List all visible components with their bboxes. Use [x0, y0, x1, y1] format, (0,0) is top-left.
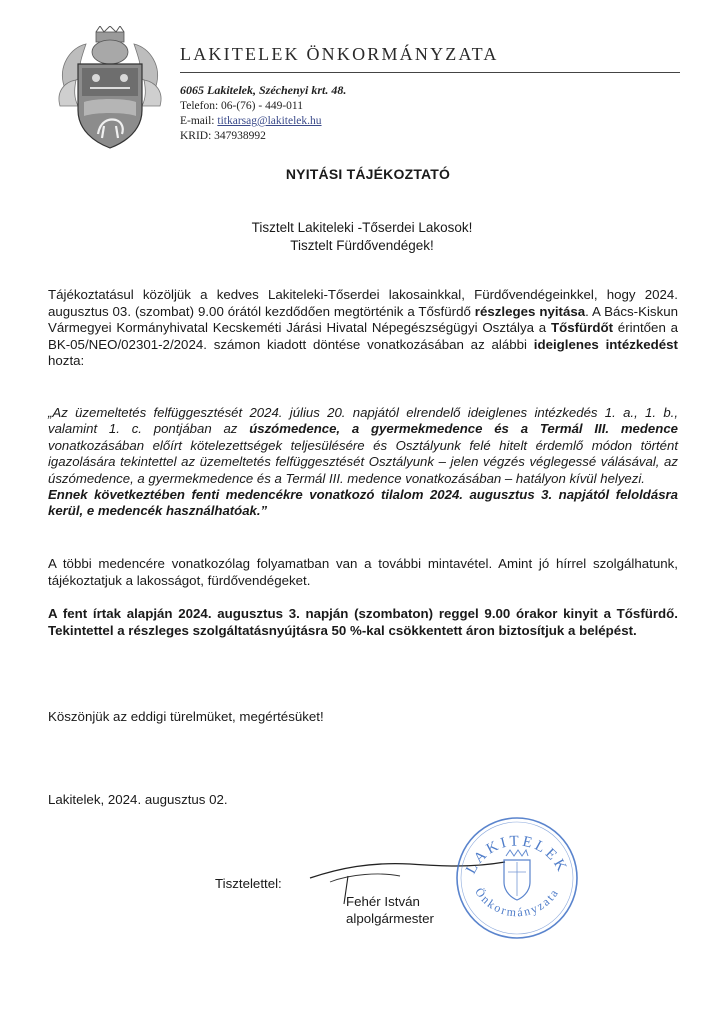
quote-text-2: vonatkozásában előírt kötelezettségek teljesülésére és Osztályunk felé hitelt érdemlő módon történt igazolására tekintettel az üzemeltetés felfüggesztését Osztályunk – jelen végzés véglegessé válásával, az úszómedence, a gyermekmedence és a Termál III. medence vonatkozásában – hatályon kívül helyezi. — [48, 437, 678, 486]
greeting-line-1: Tisztelt Lakiteleki -Tőserdei Lakosok! — [251, 220, 473, 235]
stamp-top-text: LAKITELEK — [463, 833, 571, 877]
signer-name: Fehér István — [346, 894, 420, 909]
email-link[interactable]: titkarsag@lakitelek.hu — [217, 115, 322, 127]
intro-text-2: . A Bács-Kiskun Vármegyei Kormányhivatal Kecskeméti Járási Hivatal Népegészségügyi Osztálya a — [48, 303, 679, 335]
quote-text-1: „Az üzemeltetés felfüggesztését 2024. július 20. napjától elrendelő ideiglenes intézkedés 1. a., 1. b., valamint 1. c. pontjában az — [48, 405, 678, 437]
letterhead-contact — [180, 83, 346, 144]
signer-title: alpolgármester — [346, 911, 434, 926]
coat-of-arms-icon — [56, 26, 164, 152]
quote-bold-2: Ennek következtében fenti medencékre vonatkozó tilalom 2024. augusztus 3. napjától feloldásra kerül, e medencék használhatóak.” — [48, 487, 678, 519]
signer-block — [346, 893, 434, 927]
official-stamp-icon — [452, 812, 582, 942]
phone: Telefon: 06-(76) - 449-011 — [180, 100, 303, 112]
document-title: NYITÁSI TÁJÉKOZTATÓ — [285, 166, 451, 182]
organization-name: LAKITELEK ÖNKORMÁNYZATA — [180, 44, 499, 64]
stamp-bottom-text: Önkormányzata — [472, 885, 562, 920]
intro-text-3: érintően a BK-05/NEO/02301-2/2024. számon kiadott döntése vonatkozásában az alábbi — [48, 320, 679, 352]
intro-bold-3: ideiglenes intézkedést — [533, 336, 678, 352]
greeting-line-2: Tisztelt Fürdővendégek! — [290, 238, 434, 253]
document-date: Lakitelek, 2024. augusztus 02. — [48, 792, 228, 807]
address: 6065 Lakitelek, Széchenyi krt. 48. — [180, 83, 347, 97]
sampling-paragraph: A többi medencére vonatkozólag folyamatban van a további mintavétel. Amint jó hírrel szolgálhatunk, tájékoztatjuk a lakosságot, fürdővendégeket. — [48, 556, 678, 588]
letterhead-divider — [180, 72, 680, 73]
greeting — [0, 219, 724, 255]
intro-bold-2: Tősfürdőt — [550, 320, 614, 335]
opening-paragraph: A fent írtak alapján 2024. augusztus 3. napján (szombaton) reggel 9.00 órakor kinyit a Tősfürdő. Tekintettel a részleges szolgáltatásnyújtásra 50 %-kal csökkentett áron biztosítjuk a belépést. — [48, 606, 678, 638]
intro-paragraph — [48, 287, 678, 370]
krid: KRID: 347938992 — [180, 130, 266, 142]
email-row — [180, 114, 346, 129]
intro-text-4: hozta: — [48, 353, 85, 368]
quoted-decision — [48, 405, 678, 520]
intro-bold-1: részleges nyitása — [474, 303, 586, 319]
thanks-paragraph: Köszönjük az eddigi türelmüket, megértésüket! — [48, 709, 324, 724]
email-label: E-mail: — [180, 115, 215, 127]
closing-regards: Tisztelettel: — [215, 876, 282, 891]
intro-text-1: Tájékoztatásul közöljük a kedves Lakiteleki-Tőserdei lakosainkkal, Fürdővendégeinkkel, hogy 2024. augusztus 03. (szombat) 9.00 órától kezdődően megtörténik a Tősfürdő — [48, 287, 678, 319]
quote-bold-1: úszómedence, a gyermekmedence és a Termál III. medence — [249, 421, 678, 437]
